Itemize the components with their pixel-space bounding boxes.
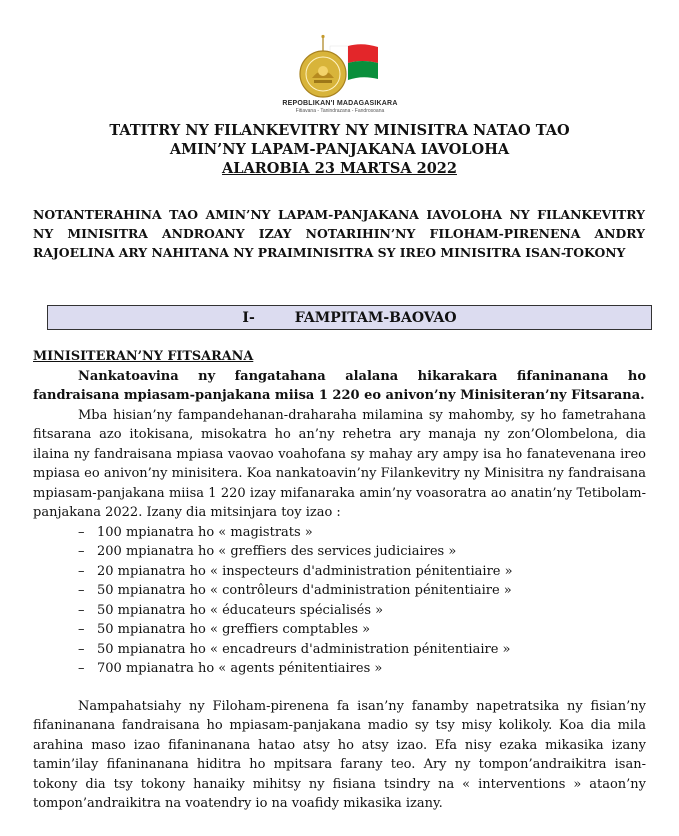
list-item-text: 20 mpianatra ho « inspecteurs d'administration pénitentiaire » (97, 563, 513, 579)
seal-icon (300, 51, 346, 97)
title-line-1: TATITRY NY FILANKEVITRY NY MINISITRA NATAO TAO (109, 122, 570, 139)
list-item (78, 542, 646, 562)
list-item-text: 200 mpianatra ho « greffiers des services judiciaires » (97, 544, 457, 559)
document-subtitle: NOTANTERAHINA TAO AMIN’NY LAPAM-PANJAKANA IAVOLOHA NY FILANKEVITRY NY MINISITRA ANDROANY IZAY NOTARIHIN’NY FILOHAM-PIRENENA ANDRY RAJOELINA ARY NAHITANA NY PRAIMINISITRA SY IREO MINISITRA ISAN-TOKONY (33, 207, 645, 260)
emblem-caption-motto: Fitiavana - Tanindrazana - Fandrosoana (295, 108, 385, 114)
ministry-lead: Nankatoavina ny fangatahana alalana hikarakara fifaninanana ho fandraisana mpiasam-panjakana miisa 1 220 eo anivon’ny Minisiteran’ny Fitsarana. (33, 368, 646, 403)
list-item-text: 50 mpianatra ho « greffiers comptables » (97, 622, 371, 637)
list-marker: – (78, 641, 85, 657)
title-date: ALAROBIA 23 MARTSA 2022 (222, 160, 457, 177)
section-number: I- (242, 309, 255, 326)
list-item (78, 640, 646, 660)
list-item (78, 601, 646, 621)
list-item-text: 50 mpianatra ho « éducateurs spécialisés » (97, 602, 384, 618)
madagascar-emblem-logo (290, 34, 390, 100)
section-title: FAMPITAM-BAOVAO (294, 309, 457, 326)
ministry-paragraph-1: Mba hisian’ny fampandehanan-draharaha milamina sy mahomby, sy ho fametrahana fitsarana azo itokisana, misokatra ho an’ny rehetra ary manaja ny zon’Olombelona, dia ilaina ny fandraisana mpiasa vaovao voahofana sy mahay ary ampy isa ho fanatevenana ireo mpiasa eo anivon’ny minisitera. Koa nankatoavin’ny Filankevitry ny Minisitra ny fandraisana mpiasam-panjakana miisa 1 220 izay mifanaraka amin’ny voasoratra ao anatin’ny Tetibolam-panjakana 2022. Izany dia mitsinjara toy izao : (33, 407, 646, 520)
list-item (78, 581, 646, 601)
list-marker: – (78, 563, 85, 579)
emblem-caption-country: REPOBLIKAN'I MADAGASIKARA (282, 100, 398, 107)
section-body (33, 347, 646, 814)
list-item-text: 700 mpianatra ho « agents pénitentiaires » (97, 661, 383, 676)
ministry-heading: MINISITERAN’NY FITSARANA (33, 349, 254, 364)
list-marker: – (78, 544, 85, 559)
emblem-caption (270, 100, 410, 114)
list-item-text: 100 mpianatra ho « magistrats » (97, 524, 313, 540)
list-marker: – (78, 602, 85, 618)
list-marker: – (78, 622, 85, 637)
recruitment-list (33, 523, 646, 679)
list-item-text: 50 mpianatra ho « encadreurs d'administration pénitentiaire » (97, 641, 511, 657)
list-marker: – (78, 583, 85, 598)
list-item (78, 562, 646, 582)
document-title (20, 121, 659, 178)
section-header (47, 305, 652, 330)
list-item (78, 659, 646, 679)
list-marker: – (78, 524, 85, 540)
list-item (78, 523, 646, 543)
title-line-2: AMIN’NY LAPAM-PANJAKANA IAVOLOHA (169, 141, 510, 158)
list-marker: – (78, 661, 85, 676)
list-item-text: 50 mpianatra ho « contrôleurs d'administration pénitentiaire » (97, 583, 512, 598)
list-item (78, 620, 646, 640)
ministry-paragraph-2: Nampahatsiahy ny Filoham-pirenena fa isan’ny fanamby napetratsika ny fisian’ny fifaninanana fandraisana ho mpiasam-panjakana madio sy tsy misy kolikoly. Koa dia mila arahina maso izao fifaninanana hatao atsy ho atsy izao. Efa nisy ezaka mikasika izany tamin’ilay fifaninanana hiditra ho mpitsara farany teo. Ary ny tompon’andraikitra isan-tokony dia tsy tokony hanaiky mihitsy ny fisiana tsindry na « interventions » ataon’ny tompon’andraikitra na voatendry io na voafidy mikasika izany. (33, 698, 646, 811)
